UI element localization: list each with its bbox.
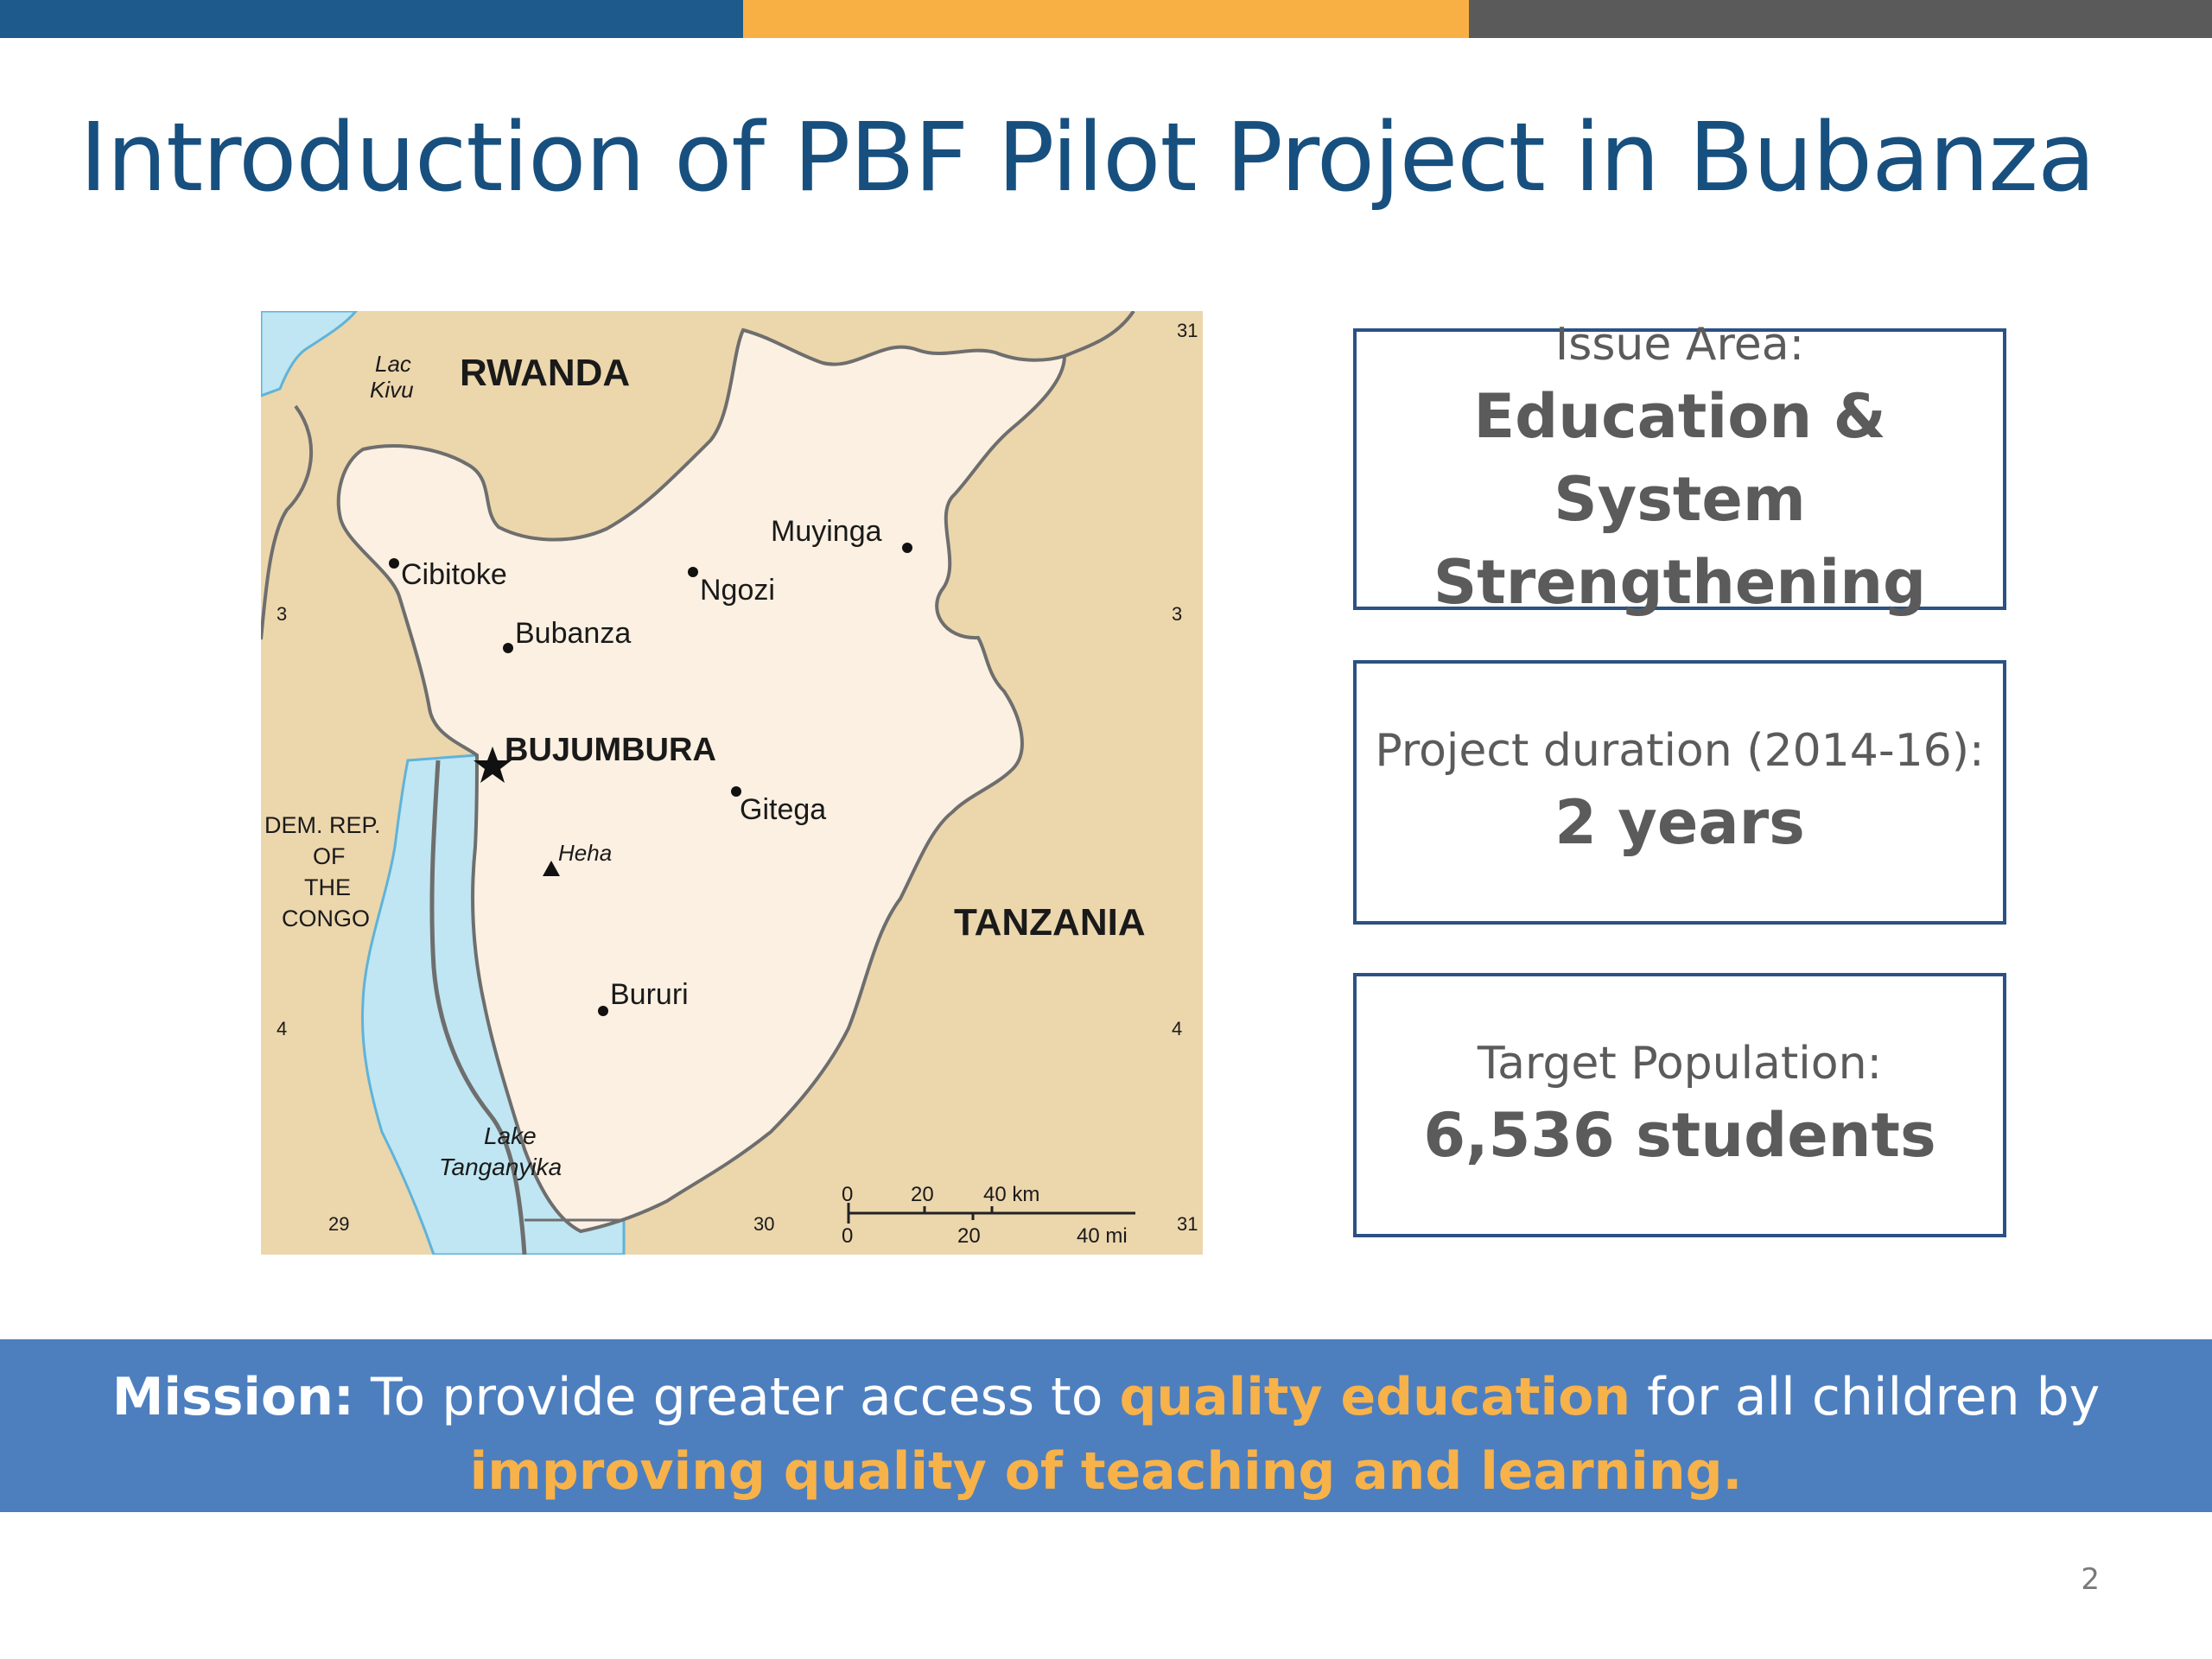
grid-lon-29: 29: [328, 1213, 350, 1235]
label-drc-3: THE: [304, 874, 351, 900]
mission-highlight-2: improving quality of teaching and learning.: [469, 1441, 1743, 1502]
label-muyinga: Muyinga: [771, 515, 882, 548]
label-kivu-1: Lac: [375, 351, 411, 377]
grid-lon-31-top: 31: [1177, 320, 1198, 341]
mission-banner: [0, 1339, 2212, 1512]
grid-lat-3-right: 3: [1172, 603, 1183, 625]
label-tanganyika-1: Lake: [484, 1122, 537, 1149]
scale-mi-0: 0: [842, 1224, 854, 1248]
label-tanzania: TANZANIA: [954, 901, 1146, 944]
issue-area-value-line1: Education & System: [1473, 381, 1886, 535]
grid-lat-3-left: 3: [276, 603, 288, 625]
lake-kivu: [261, 311, 356, 396]
burundi-map: [261, 311, 1203, 1255]
scale-km-0: 0: [842, 1183, 854, 1206]
label-ngozi: Ngozi: [700, 574, 775, 607]
mission-line-1: [0, 1360, 2212, 1434]
label-drc-1: DEM. REP.: [264, 812, 381, 838]
grid-lon-30: 30: [753, 1213, 775, 1235]
project-duration-label: Project duration (2014-16):: [1375, 725, 1985, 777]
page-number: 2: [2081, 1562, 2100, 1597]
top-bar-gray-segment: [1469, 0, 2212, 38]
label-kivu-2: Kivu: [370, 377, 414, 403]
tanzania-border: [1065, 311, 1134, 356]
top-bar-blue-segment: [0, 0, 743, 38]
target-population-value: 6,536 students: [1423, 1100, 1936, 1171]
label-bubanza: Bubanza: [515, 617, 632, 650]
project-duration-card: [1353, 660, 2006, 925]
issue-area-value-line2: Strengthening: [1433, 547, 1927, 618]
label-gitega: Gitega: [740, 793, 827, 826]
scale-mi-20: 20: [957, 1224, 981, 1248]
top-color-bar: [0, 0, 2212, 38]
top-bar-orange-segment: [743, 0, 1469, 38]
label-tanganyika-2: Tanganyika: [439, 1154, 563, 1180]
target-population-card: [1353, 973, 2006, 1237]
issue-area-card: [1353, 319, 2006, 618]
scale-mi-40: 40 mi: [1077, 1224, 1128, 1248]
project-duration-value: 2 years: [1554, 787, 1805, 858]
map-svg: [261, 311, 1203, 1255]
mission-text-1: To provide greater access to: [353, 1367, 1120, 1427]
scale-km-20: 20: [911, 1183, 934, 1206]
muyinga-dot: [902, 543, 912, 553]
mission-lead: Mission:: [111, 1367, 354, 1427]
mission-highlight-1: quality education: [1119, 1367, 1631, 1427]
scale-km-40: 40 km: [983, 1183, 1040, 1206]
label-cibitoke: Cibitoke: [401, 558, 507, 591]
label-bujumbura: BUJUMBURA: [505, 732, 716, 768]
label-drc-2: OF: [313, 843, 346, 869]
label-rwanda: RWANDA: [460, 352, 631, 394]
target-population-label: Target Population:: [1477, 1038, 1883, 1090]
label-heha: Heha: [558, 840, 613, 866]
grid-lat-4-right: 4: [1172, 1018, 1183, 1039]
cibitoke-dot: [389, 558, 399, 569]
bubanza-dot: [503, 643, 513, 653]
grid-lon-31-bottom: 31: [1177, 1213, 1198, 1235]
mission-text-2: for all children by: [1630, 1367, 2101, 1427]
ngozi-dot: [688, 567, 698, 577]
bururi-dot: [598, 1006, 608, 1016]
grid-lat-4-left: 4: [276, 1018, 288, 1039]
slide-title: Introduction of PBF Pilot Project in Bubanza: [79, 102, 2095, 213]
mission-line-2: [0, 1434, 2212, 1509]
label-bururi: Bururi: [610, 978, 689, 1011]
label-drc-4: CONGO: [282, 906, 371, 931]
issue-area-label: Issue Area:: [1554, 319, 1805, 371]
